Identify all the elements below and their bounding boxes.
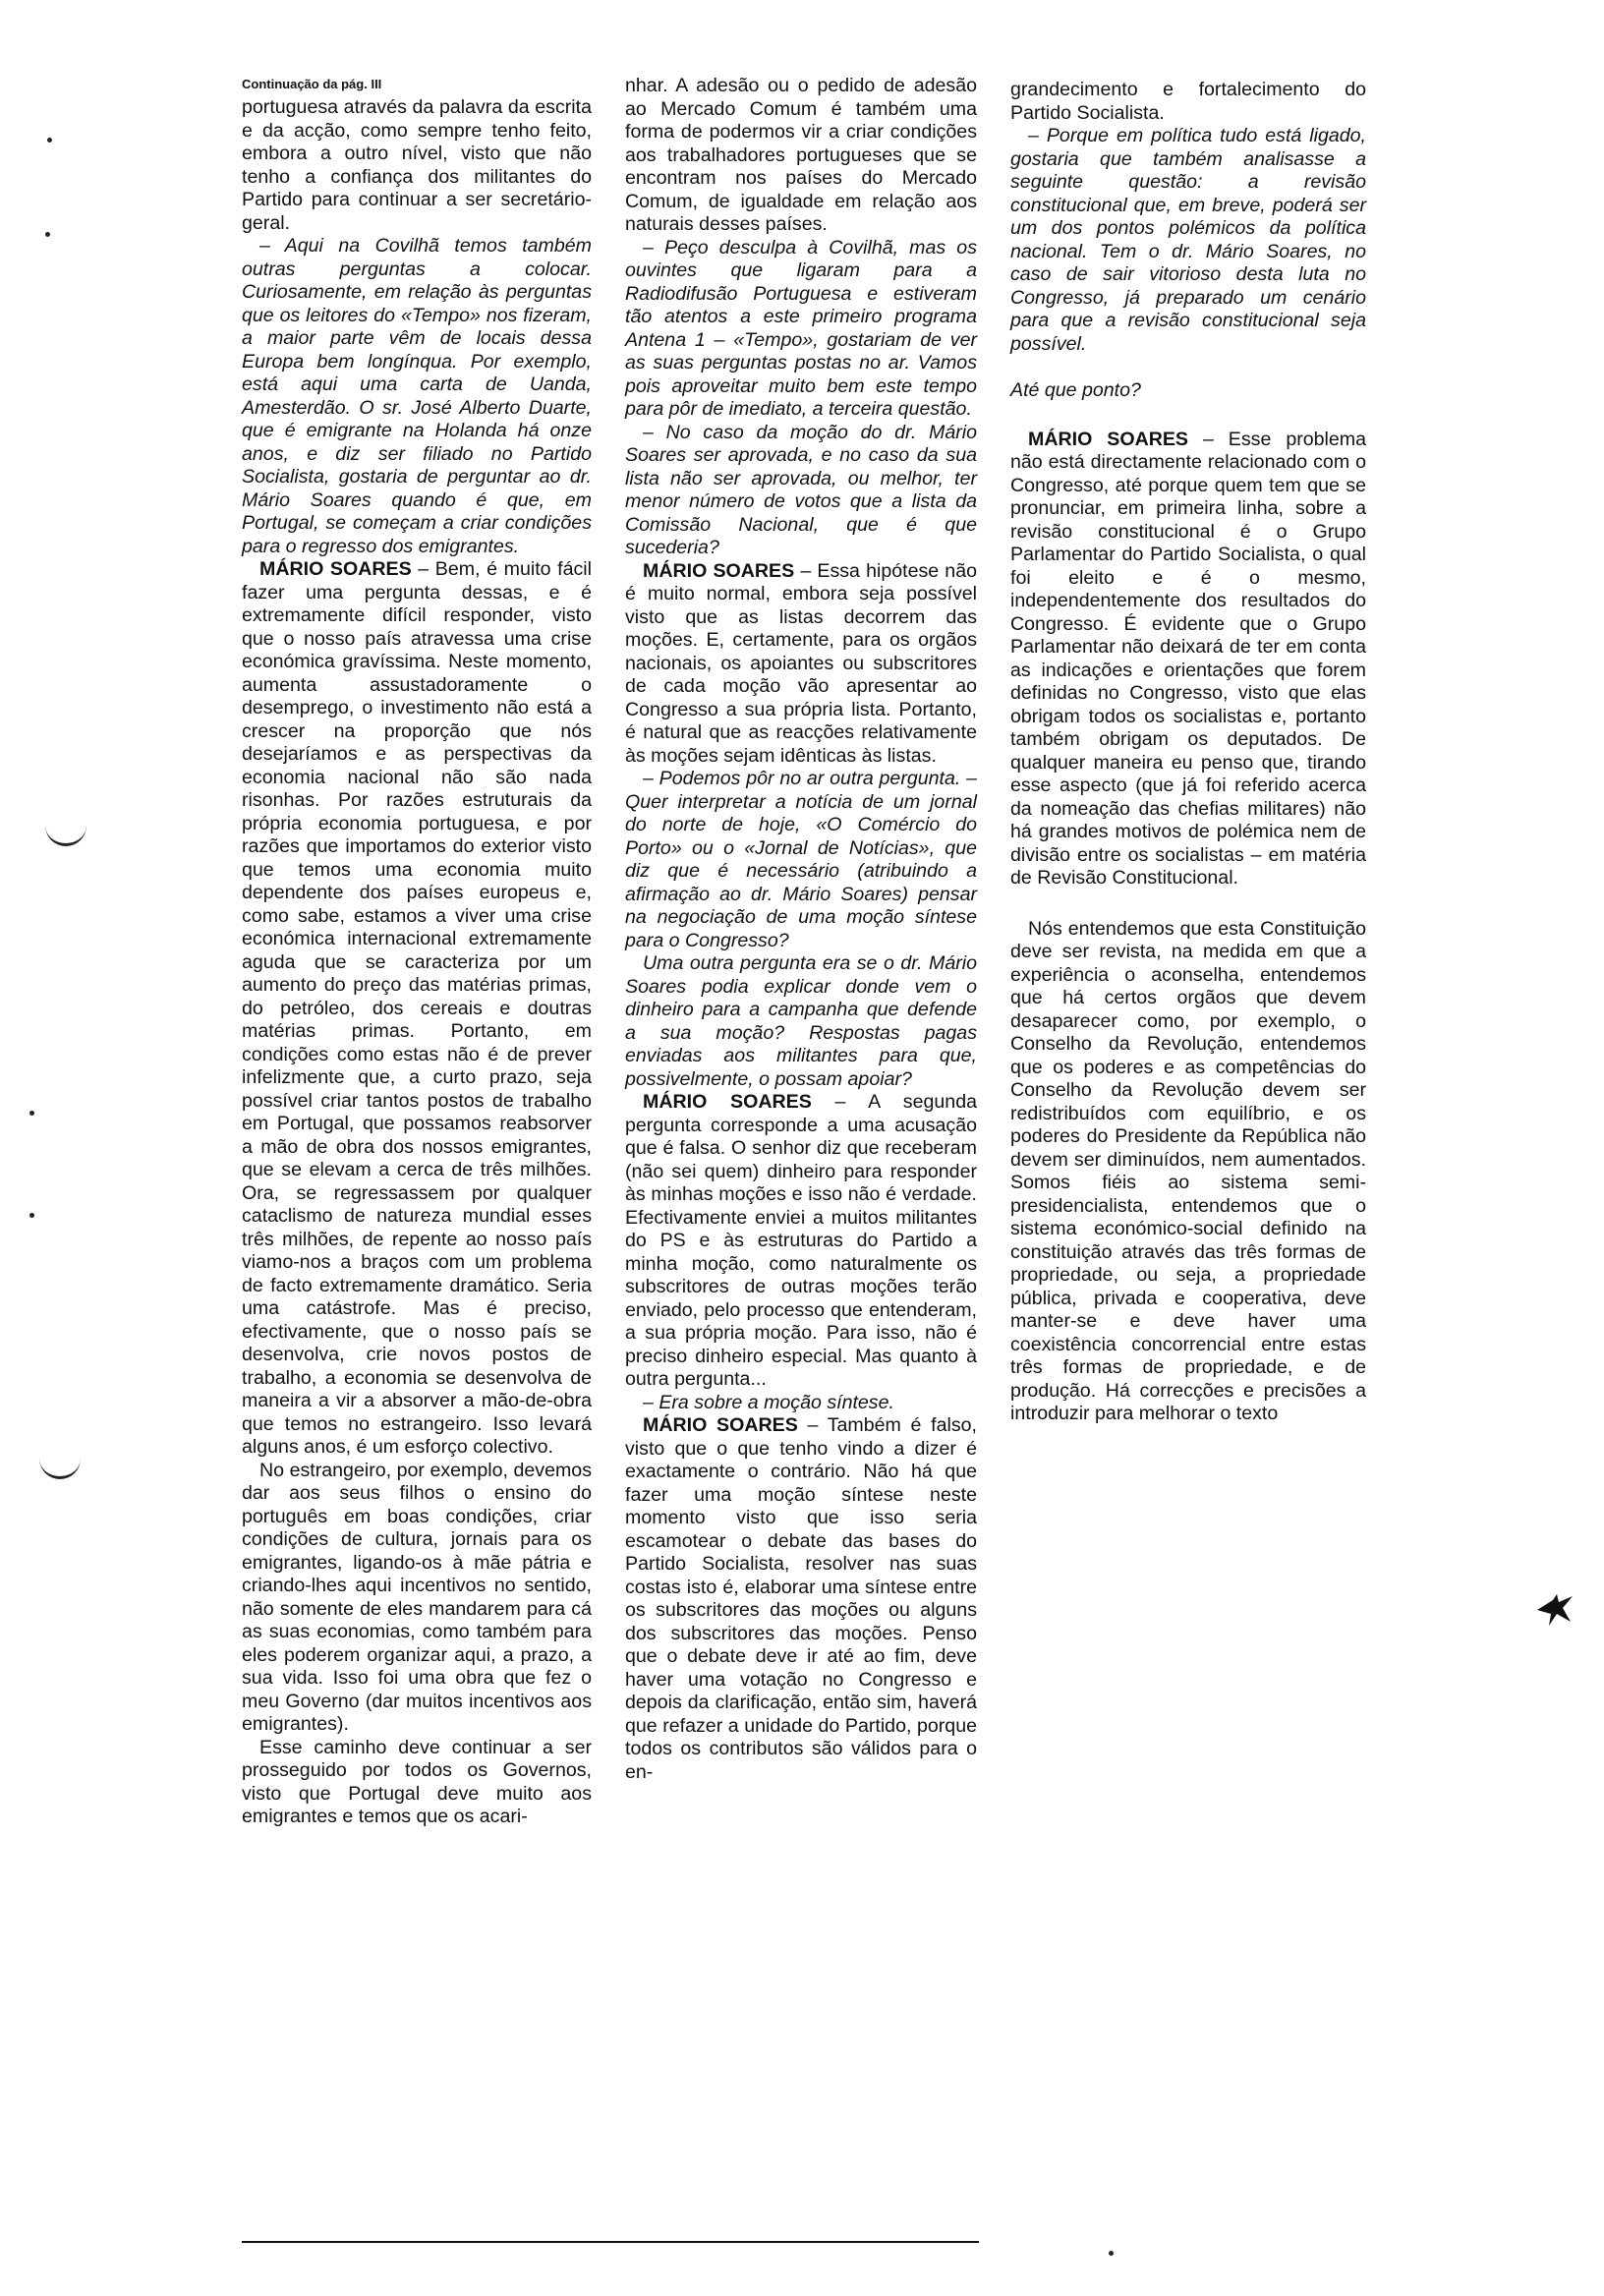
body-paragraph: grandecimento e fortalecimento do Partido Socialista. — [1010, 79, 1366, 124]
body-paragraph: portuguesa através da palavra da escrita e da acção, como sempre tenho feito, embora a outro nível, visto que não tenho a confiança dos militantes do Partido para continuar a ser secretário-geral. — [242, 96, 592, 234]
speaker-name: MÁRIO SOARES — [259, 558, 412, 580]
question-paragraph: – No caso da moção do dr. Mário Soares ser aprovada, e no caso da sua lista não ser aprovada, ou melhor, ter menor número de votos que a lista da Comissão Nacional, que é que sucederia? — [625, 421, 977, 558]
question-paragraph: – Porque em política tudo está ligado, gostaria que também analisasse a seguinte questão: a revisão constitucional que, em breve, poderá ser um dos pontos polémicos da política nacional. Tem o dr. Mário Soares, no caso de sair vitorioso desta luta no Congresso, já preparado um cenário para que a revisão constitucional seja possível. — [1010, 125, 1366, 355]
body-paragraph: No estrangeiro, por exemplo, devemos dar aos seus filhos o ensino do português em boas condições, criar condições de cultura, jornais para os emigrantes, ligando-os à mãe pátria e criando-lhes aqui incentivos no sentido, não somente de eles mandarem para cá as suas economias, como também para eles poderem organizar aqui, a prazo, a sua vida. Isso foi uma obra que fez o meu Governo (dar muitos incentivos aos emigrantes). — [242, 1459, 592, 1735]
column-3-body — [1010, 79, 1366, 1426]
answer-text: – Bem, é muito fácil fazer uma pergunta dessas, e é extremamente difícil responder, visto que o nosso país atravessa uma crise económica gravíssima. Neste momento, aumenta assustadoramente o desemprego, o investimento não está a crescer na proporção que nós desejaríamos e as perspectivas da economia nacional não são nada risonhas. Por razões estruturais da própria economia portuguesa, e por razões que importamos do exterior visto que temos uma economia muito dependente dos países europeus e, como sabe, estamos a viver uma crise económica internacional extremamente aguda que se caracteriza por um aumento do preço das matérias primas, do petróleo, dos cereais e doutras matérias primas. Portanto, em condições como estas não é de prever infelizmente que, a curto prazo, seja possível criar tantos postos de trabalho em Portugal, que possamos reabsorver a mão de obra dos nossos emigrantes, que se elevam a cerca de três milhões. Ora, se regressassem por qualquer cataclismo de natureza mundial esses três milhões, de repente ao nosso país viamo-nos a braços com um problema de facto extremamente dramático. Seria uma catástrofe. Mas é preciso, efectivamente, que o nosso país se desenvolva, crie novos postos de trabalho, a economia se desenvolva de maneira a vir a absorver a mão-de-obra que temos no estrangeiro. Isso levará alguns anos, é um esforço colectivo. — [242, 558, 592, 1458]
answer-text: – Essa hipótese não é muito normal, embora seja possível visto que as listas decorrem das moções. E, certamente, para os orgãos nacionais, os apoiantes ou subscritores de cada moção vão apresentar ao Congresso a sua própria lista. Portanto, é natural que as reacções relativamente às moções sejam idênticas às listas. — [625, 559, 977, 767]
question-paragraph: – Aqui na Covilhã temos também outras perguntas a colocar. Curiosamente, em relação às perguntas que os leitores do «Tempo» nos fizeram, a maior parte vêm de locais dessa Europa bem longínqua. Por exemplo, está aqui uma carta de Uanda, Amesterdão. O sr. José Alberto Duarte, que é emigrante na Holanda há onze anos, e diz ser filiado no Partido Socialista, gostaria de perguntar ao dr. Mário Soares quando é que, em Portugal, se começam a criar condições para o regresso dos emigrantes. — [242, 235, 592, 557]
answer-paragraph — [625, 560, 977, 769]
scan-speck — [29, 1111, 34, 1116]
question-paragraph: – Peço desculpa à Covilhã, mas os ouvintes que ligaram para a Radiodifusão Portuguesa e estiveram tão atentos a este primeiro programa Antena 1 – «Tempo», gostariam de ver as suas perguntas postas no ar. Vamos pois aproveitar muito bem este tempo para pôr de imediato, a terceira questão. — [625, 236, 977, 420]
question-paragraph: – Era sobre a moção síntese. — [643, 1391, 894, 1413]
body-paragraph: Nós entendemos que esta Constituição deve ser revista, na medida em que a experiência o aconselha, entendemos que há certos orgãos que devem desaparecer como, por exemplo, o Conselho da Revolução, entendemos que os poderes e as competências do Conselho da Revolução devem ser redistribuídos com equilíbrio, e os poderes do Presidente da República não devem ser diminuídos, nem aumentados. Somos fiéis ao sistema semi-presidencialista, entendemos que o sistema económico-social definido na constituição através das três formas de propriedade, ou seja, a propriedade pública, privada e cooperativa, deve manter-se e deve haver uma coexistência concorrencial entre estas três formas de propriedade, e de produção. Há correcções e precisões a introduzir para melhorar o texto — [1010, 917, 1366, 1424]
scan-speck — [1109, 2251, 1114, 2256]
bottom-rule — [242, 2241, 979, 2243]
scan-speck — [47, 138, 52, 143]
answer-text: – Também é falso, visto que o que tenho vindo a dizer é exactamente o contrário. Não há que fazer uma moção síntese neste momento visto que isso seria escamotear o debate das bases do Partido Socialista, resolver nas suas costas isto é, elaborar uma síntese entre os subscritores das moções ou alguns dos subscritores das moções. Penso que o debate deve ir até ao fim, deve haver uma votação no Congresso e depois da clarificação, então sim, haverá que refazer a unidade do Partido, porque todos os contributos são válidos para o en- — [625, 1414, 977, 1783]
speaker-name: MÁRIO SOARES — [1028, 428, 1189, 450]
subheading: Até que ponto? — [1010, 379, 1141, 401]
binding-hole-mark — [39, 1459, 81, 1479]
scan-speck — [45, 232, 50, 237]
answer-text: – A segunda pergunta corresponde a uma acusação que é falsa. O senhor diz que receberam (não sei quem) dinheiro para responder às minhas moções e isso não é verdade. Efectivamente enviei a muitos militantes do PS e às estruturas do Partido a minha moção, como naturalmente os subscritores de outras moções terão enviado, pelo processo que entenderam, a sua própria moção. Para isso, não é preciso dinheiro especial. Mas quanto à outra pergunta... — [625, 1091, 977, 1390]
continuation-note: Continuação da pág. III — [242, 77, 382, 91]
article-column-2 — [625, 75, 977, 1784]
article-column-1 — [242, 77, 592, 1829]
speaker-name: MÁRIO SOARES — [643, 559, 795, 582]
answer-paragraph — [625, 1414, 977, 1784]
answer-paragraph — [1010, 429, 1366, 890]
speaker-name: MÁRIO SOARES — [643, 1091, 812, 1113]
answer-paragraph — [625, 1091, 977, 1392]
body-paragraph: nhar. A adesão ou o pedido de adesão ao Mercado Comum é também uma forma de podermos vir a criar condições aos trabalhadores portugueses que se encontram nos países do Mercado Comum, de igualdade em relação aos naturais desses países. — [625, 75, 977, 235]
question-paragraph: Uma outra pergunta era se o dr. Mário Soares podia explicar donde vem o dinheiro para a campanha que defende a sua moção? Respostas pagas enviadas aos militantes para que, possivelmente, o possam apoiar? — [625, 952, 977, 1090]
column-1-body — [242, 96, 592, 1829]
speaker-name: MÁRIO SOARES — [643, 1414, 798, 1436]
article-column-3 — [1010, 79, 1366, 1426]
question-paragraph: – Podemos pôr no ar outra pergunta. – Quer interpretar a notícia de um jornal do norte de hoje, «O Comércio do Porto» ou o «Jornal de Notícias», que diz que é necessário (atribuindo a afirmação ao dr. Mário Soares) pensar na negociação de uma moção síntese para o Congresso? — [625, 768, 977, 951]
answer-text: – Esse problema não está directamente relacionado com o Congresso, até porque quem tem que se pronunciar, em primeira linha, sobre a revisão constitucional é o Grupo Parlamentar do Partido Socialista, o qual foi eleito e é o mesmo, independentemente dos resultados do Congresso. É evidente que o Grupo Parlamentar não deixará de ter em conta as indicações e orientações que forem definidas no Congresso, visto que elas obrigam todos os socialistas e, portanto também obrigam os deputados. De qualquer maneira eu penso que, tirando esse aspecto (que já foi referido acerca da nomeação das chefias militares) não há grandes motivos de polémica nem de divisão entre os socialistas – em matéria de Revisão Constitucional. — [1010, 428, 1367, 889]
ink-blot-mark — [1535, 1592, 1575, 1628]
body-paragraph: Esse caminho deve continuar a ser prosseguido por todos os Governos, visto que Portugal deve muito aos emigrantes e temos que os acari- — [242, 1736, 592, 1827]
binding-hole-mark — [45, 826, 86, 846]
scan-speck — [29, 1213, 34, 1218]
answer-paragraph — [242, 558, 592, 1460]
column-2-body — [625, 75, 977, 1784]
